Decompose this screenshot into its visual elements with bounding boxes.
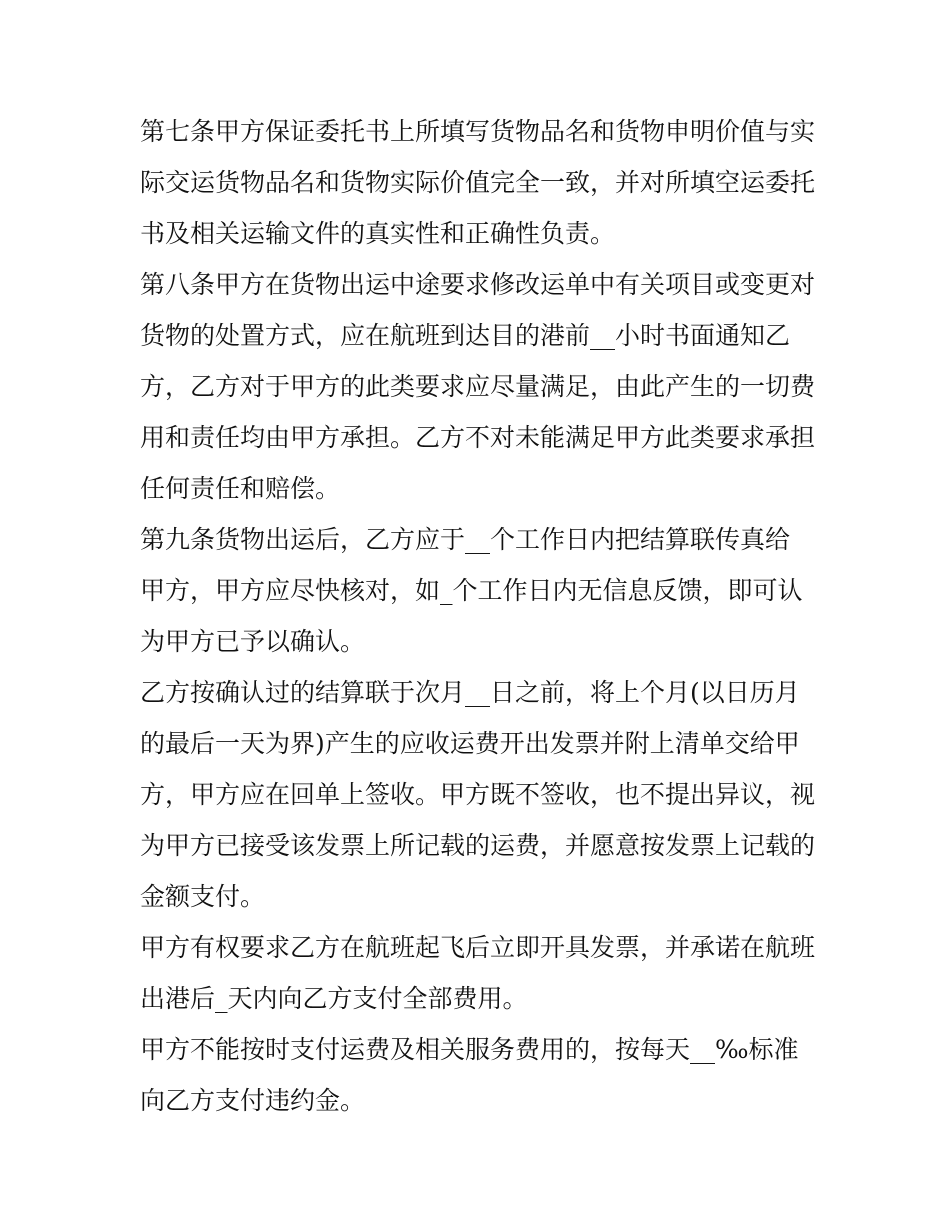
text-line: 第九条货物出运后，乙方应于__个工作日内把结算联传真给 bbox=[140, 525, 791, 554]
text-line: 出港后_天内向乙方支付全部费用。 bbox=[140, 984, 528, 1013]
text-line: 甲方，甲方应尽快核对，如_个工作日内无信息反馈，即可认 bbox=[140, 576, 803, 605]
text-line: 用和责任均由甲方承担。乙方不对未能满足甲方此类要求承担 bbox=[140, 423, 816, 452]
text-line: 书及相关运输文件的真实性和正确性负责。 bbox=[140, 219, 616, 248]
contract-text-body bbox=[140, 106, 816, 1126]
text-line: 方，甲方应在回单上签收。甲方既不签收，也不提出异议，视 bbox=[140, 780, 816, 809]
text-line: 金额支付。 bbox=[140, 882, 266, 911]
text-line: 货物的处置方式，应在航班到达目的港前__小时书面通知乙 bbox=[140, 321, 791, 350]
text-line: 方，乙方对于甲方的此类要求应尽量满足，由此产生的一切费 bbox=[140, 372, 816, 401]
text-line: 为甲方已予以确认。 bbox=[140, 627, 366, 656]
text-line: 甲方不能按时支付运费及相关服务费用的，按每天__‰标准 bbox=[140, 1035, 799, 1064]
text-line: 向乙方支付违约金。 bbox=[140, 1086, 366, 1115]
text-line: 第八条甲方在货物出运中途要求修改运单中有关项目或变更对 bbox=[140, 270, 816, 299]
text-line: 任何责任和赔偿。 bbox=[140, 474, 341, 503]
text-line: 乙方按确认过的结算联于次月__日之前，将上个月(以日历月 bbox=[140, 678, 800, 707]
text-line: 为甲方已接受该发票上所记载的运费，并愿意按发票上记载的 bbox=[140, 831, 816, 860]
text-line: 际交运货物品名和货物实际价值完全一致，并对所填空运委托 bbox=[140, 168, 816, 197]
text-line: 的最后一天为界)产生的应收运费开出发票并附上清单交给甲 bbox=[140, 729, 800, 758]
text-line: 甲方有权要求乙方在航班起飞后立即开具发票，并承诺在航班 bbox=[140, 933, 816, 962]
text-line: 第七条甲方保证委托书上所填写货物品名和货物申明价值与实 bbox=[140, 117, 816, 146]
